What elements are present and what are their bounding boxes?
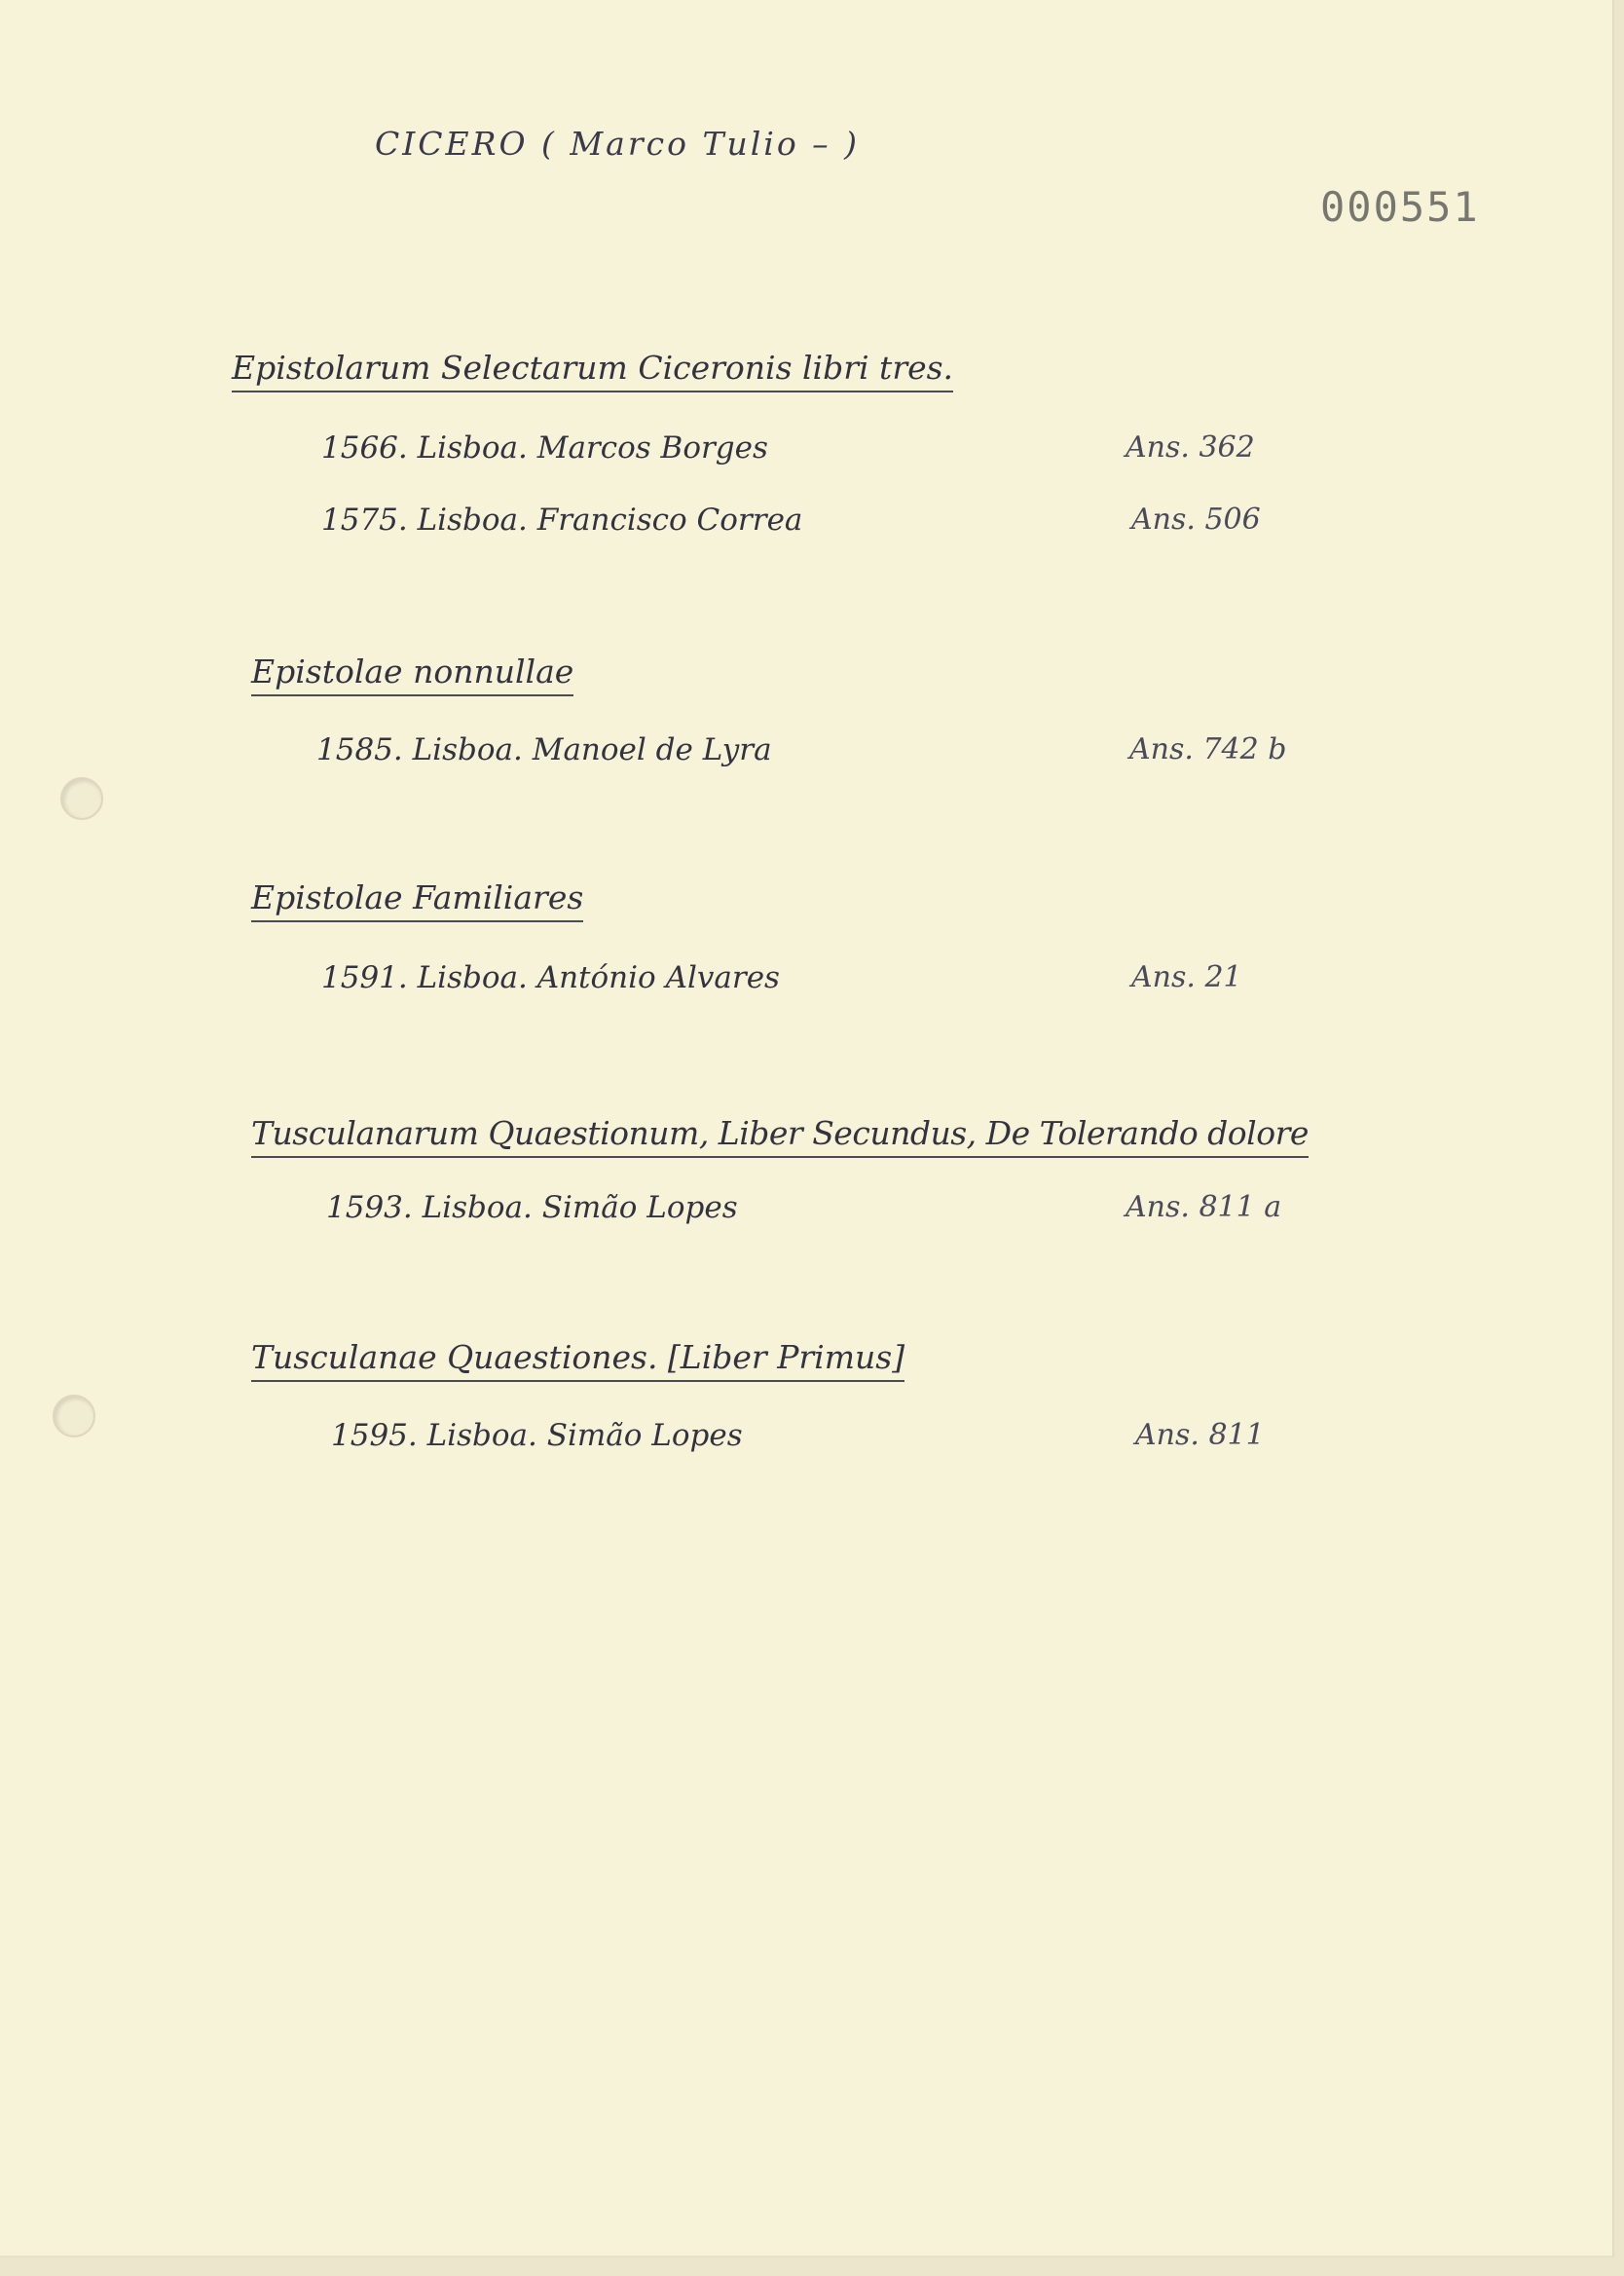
entry-row [0,1190,1614,1239]
imprint-text: 1585. Lisboa. Manoel de Lyra [316,732,772,767]
entry-row [0,503,1614,551]
imprint-text: 1575. Lisboa. Francisco Correa [321,503,803,538]
imprint-text: 1566. Lisboa. Marcos Borges [321,430,768,466]
document-number-stamp: 000551 [1320,183,1480,231]
author-heading: CICERO ( Marco Tulio – ) [375,125,861,163]
shelfmark: Ans. 506 [1131,503,1261,537]
entry-row [0,960,1614,1009]
entry-title: Epistolae nonnullae [251,653,573,696]
entry-title: Tusculanarum Quaestionum, Liber Secundus, De Tolerando dolore [251,1114,1309,1158]
punch-hole [60,777,103,820]
imprint-text: 1595. Lisboa. Simão Lopes [331,1418,743,1453]
imprint-text: 1593. Lisboa. Simão Lopes [326,1190,738,1225]
entry-title: Epistolae Familiares [251,878,583,922]
shelfmark: Ans. 21 [1131,960,1242,994]
entry-row [0,430,1614,479]
shelfmark: Ans. 811 a [1126,1190,1282,1224]
entry-title: Tusculanae Quaestiones. [Liber Primus] [251,1338,904,1382]
shelfmark: Ans. 811 [1135,1418,1265,1452]
entry-row [0,1418,1614,1467]
shelfmark: Ans. 362 [1126,430,1255,465]
shelfmark: Ans. 742 b [1129,732,1287,766]
entry-row [0,732,1614,781]
entry-title: Epistolarum Selectarum Ciceronis libri tres. [232,349,953,392]
imprint-text: 1591. Lisboa. António Alvares [321,960,780,995]
